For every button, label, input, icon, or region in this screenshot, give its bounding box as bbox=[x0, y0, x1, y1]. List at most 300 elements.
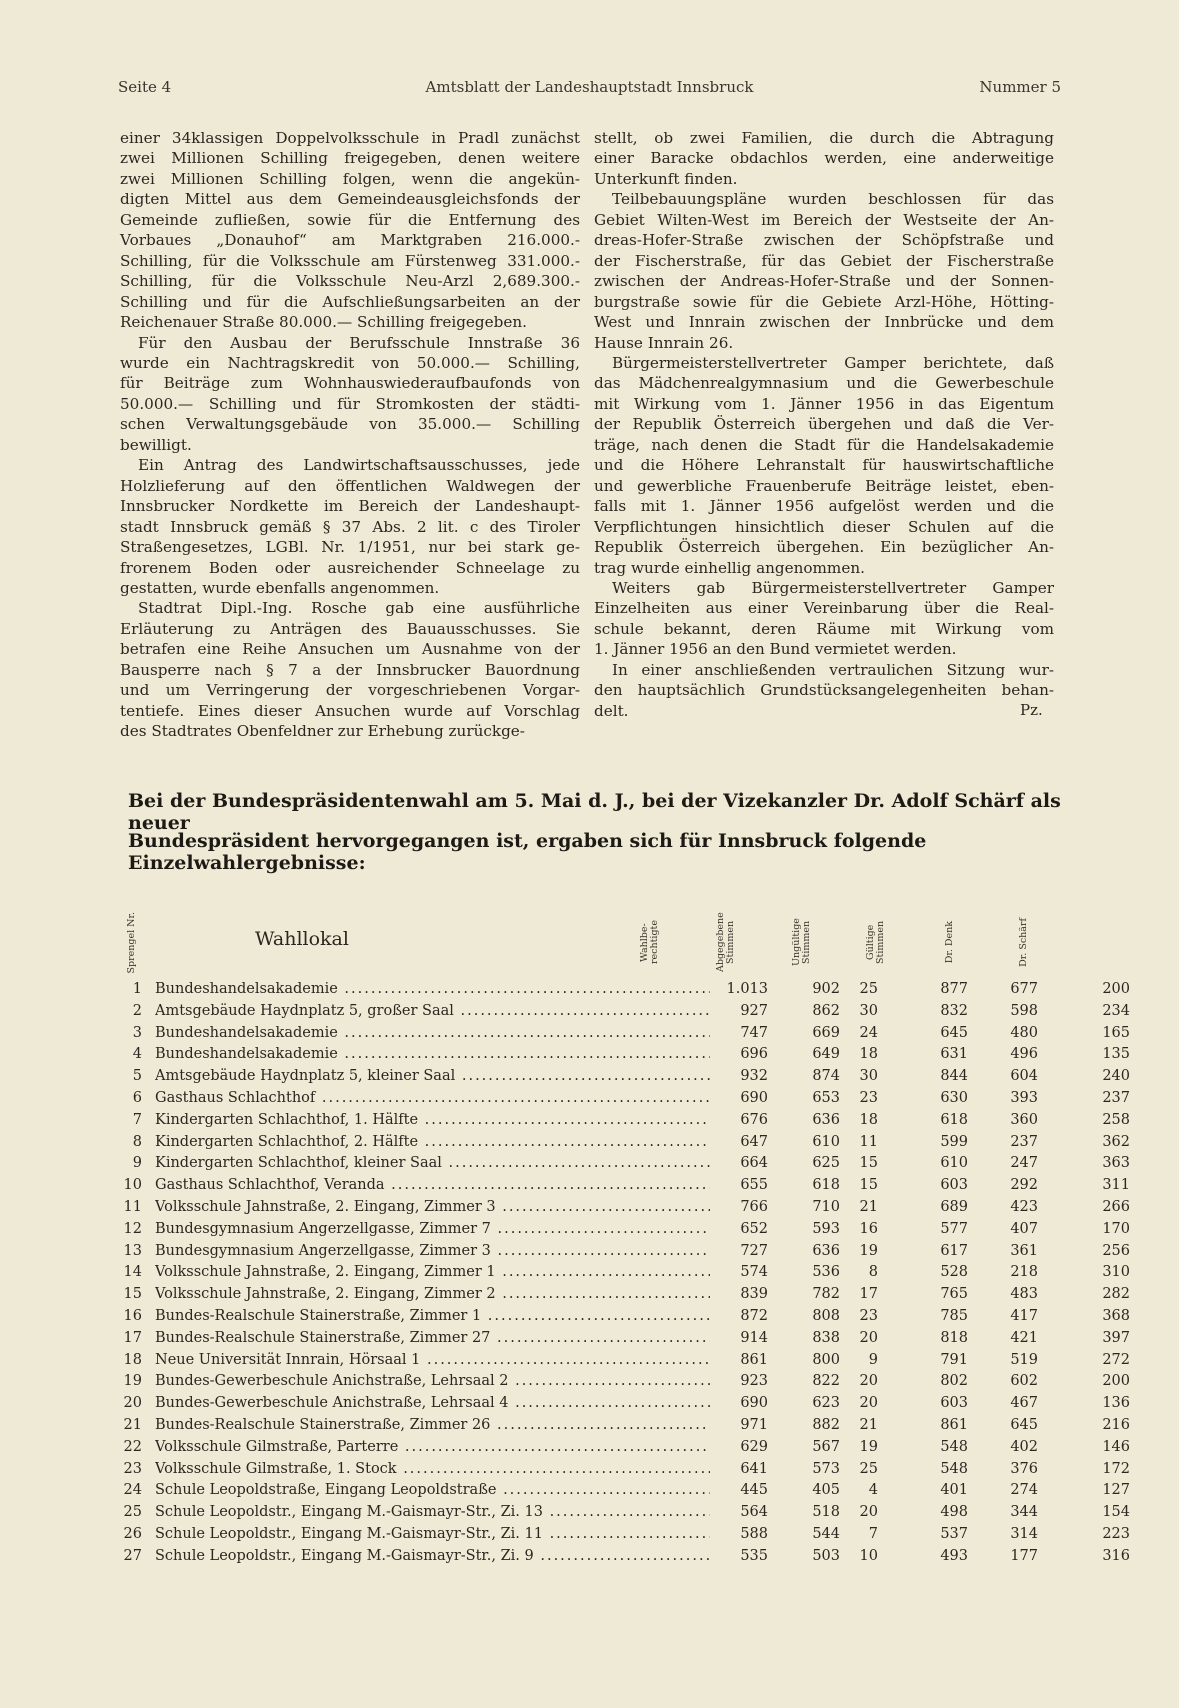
valid-votes: 617 bbox=[940, 1242, 968, 1259]
table-row bbox=[100, 1087, 1130, 1109]
text-line: Vorbaues „Donauhof“ am Marktgraben 216.000.- bbox=[120, 231, 580, 250]
votes-cast: 653 bbox=[812, 1090, 840, 1106]
invalid-votes: 24 bbox=[859, 1024, 878, 1041]
valid-votes: 631 bbox=[940, 1046, 968, 1063]
header-wahllokal: Wahllokal bbox=[255, 928, 349, 950]
text-line: einer Baracke obdachlos werden, eine anderweitige bbox=[594, 149, 1054, 168]
results-title-line-2: Bundespräsident hervorgegangen ist, ergaben sich für Innsbruck folgende Einzelwahlergebnisse: bbox=[128, 830, 927, 874]
sprengel-number: 9 bbox=[132, 1155, 142, 1172]
eligible-voters: 932 bbox=[740, 1068, 768, 1085]
table-row bbox=[100, 1370, 1130, 1392]
schaerf-votes: 282 bbox=[1102, 1286, 1130, 1303]
table-row bbox=[100, 1065, 1130, 1087]
votes-cast: 649 bbox=[812, 1046, 840, 1063]
text-line: wurde ein Nachtragskredit von 50.000.— Schilling, bbox=[120, 353, 580, 372]
sprengel-number: 3 bbox=[132, 1024, 142, 1041]
text-line: Hause Innrain 26. bbox=[594, 333, 734, 352]
denk-votes: 376 bbox=[1010, 1460, 1038, 1477]
schaerf-votes: 146 bbox=[1102, 1438, 1130, 1455]
table-row bbox=[100, 1327, 1130, 1349]
text-line: mit Wirkung vom 1. Jänner 1956 in das Eigentum bbox=[594, 394, 1054, 413]
text-line: Republik Österreich übergehen. Ein bezüglicher An- bbox=[594, 538, 1054, 557]
valid-votes: 610 bbox=[940, 1155, 968, 1172]
votes-cast: 573 bbox=[812, 1460, 840, 1477]
denk-votes: 645 bbox=[1010, 1417, 1038, 1433]
denk-votes: 393 bbox=[1010, 1090, 1038, 1106]
eligible-voters: 839 bbox=[740, 1286, 768, 1303]
text-line: schen Verwaltungsgebäude von 35.000.— Schilling bbox=[120, 415, 580, 434]
sprengel-number: 7 bbox=[132, 1111, 142, 1128]
denk-votes: 360 bbox=[1010, 1111, 1038, 1128]
eligible-voters: 872 bbox=[740, 1308, 768, 1324]
text-line: gestatten, wurde ebenfalls angenommen. bbox=[120, 578, 440, 597]
text-line: träge, nach denen die Stadt für die Handelsakademie bbox=[594, 435, 1054, 454]
table-row bbox=[100, 1501, 1130, 1523]
denk-votes: 407 bbox=[1010, 1220, 1038, 1237]
valid-votes: 689 bbox=[940, 1199, 968, 1215]
text-line: Bürgermeisterstellvertreter Gamper berichtete, daß bbox=[612, 353, 1054, 372]
table-row bbox=[100, 1261, 1130, 1283]
polling-station: Bundesgymnasium Angerzellgasse, Zimmer 7 ..... bbox=[155, 1218, 710, 1240]
denk-votes: 237 bbox=[1010, 1133, 1038, 1150]
sprengel-number: 8 bbox=[132, 1133, 142, 1150]
polling-station: Kindergarten Schlachthof, 2. Hälfte ..... bbox=[155, 1131, 710, 1153]
invalid-votes: 17 bbox=[859, 1286, 878, 1303]
table-row bbox=[100, 1349, 1130, 1371]
publication-title: Amtsblatt der Landeshauptstadt Innsbruck bbox=[425, 78, 754, 96]
invalid-votes: 19 bbox=[859, 1242, 878, 1259]
valid-votes: 630 bbox=[940, 1090, 968, 1106]
schaerf-votes: 237 bbox=[1102, 1090, 1130, 1106]
text-line: Schilling, für die Volksschule Neu-Arzl 2,689.300.- bbox=[120, 272, 580, 291]
invalid-votes: 16 bbox=[859, 1220, 878, 1237]
votes-cast: 874 bbox=[812, 1068, 840, 1085]
header-eligible: Wahlbe- rechtigte bbox=[639, 920, 660, 965]
text-line: tentiefe. Eines dieser Ansuchen wurde auf Vorschlag bbox=[120, 701, 580, 720]
eligible-voters: 696 bbox=[740, 1046, 768, 1063]
sprengel-number: 18 bbox=[123, 1351, 142, 1368]
sprengel-number: 21 bbox=[123, 1417, 142, 1433]
text-line: zwei Millionen Schilling folgen, wenn die angekün- bbox=[120, 169, 580, 188]
denk-votes: 218 bbox=[1010, 1264, 1038, 1281]
table-row bbox=[100, 1283, 1130, 1305]
valid-votes: 877 bbox=[940, 981, 968, 997]
valid-votes: 785 bbox=[940, 1308, 968, 1324]
table-row bbox=[100, 1043, 1130, 1065]
invalid-votes: 30 bbox=[859, 1002, 878, 1019]
denk-votes: 402 bbox=[1010, 1438, 1038, 1455]
table-row bbox=[100, 1152, 1130, 1174]
eligible-voters: 676 bbox=[740, 1111, 768, 1128]
text-line: stellt, ob zwei Familien, die durch die Abtragung bbox=[594, 129, 1054, 147]
votes-cast: 623 bbox=[812, 1395, 840, 1412]
denk-votes: 274 bbox=[1010, 1482, 1038, 1499]
polling-station: Amtsgebäude Haydnplatz 5, großer Saal ..... bbox=[155, 1000, 710, 1022]
table-row bbox=[100, 1109, 1130, 1131]
text-line: dreas-Hofer-Straße zwischen der Schöpfstraße und bbox=[594, 231, 1054, 250]
text-line: zwei Millionen Schilling freigegeben, denen weitere bbox=[120, 149, 580, 168]
invalid-votes: 8 bbox=[868, 1264, 878, 1281]
schaerf-votes: 310 bbox=[1102, 1264, 1130, 1281]
votes-cast: 902 bbox=[812, 981, 840, 997]
votes-cast: 518 bbox=[812, 1504, 840, 1521]
schaerf-votes: 200 bbox=[1102, 1373, 1130, 1390]
text-line: einer 34klassigen Doppelvolksschule in Pradl zunächst bbox=[120, 129, 580, 147]
polling-station: Bundesgymnasium Angerzellgasse, Zimmer 3 ..... bbox=[155, 1240, 710, 1262]
text-line: Stadtrat Dipl.-Ing. Rosche gab eine ausführliche bbox=[138, 599, 580, 618]
text-line: digten Mittel aus dem Gemeindeausgleichsfonds der bbox=[120, 190, 580, 209]
eligible-voters: 971 bbox=[740, 1417, 768, 1433]
schaerf-votes: 363 bbox=[1102, 1155, 1130, 1172]
sprengel-number: 4 bbox=[132, 1046, 142, 1063]
valid-votes: 603 bbox=[940, 1395, 968, 1412]
valid-votes: 844 bbox=[940, 1068, 968, 1085]
votes-cast: 544 bbox=[812, 1526, 840, 1542]
sprengel-number: 22 bbox=[123, 1438, 142, 1455]
votes-cast: 808 bbox=[812, 1308, 840, 1324]
invalid-votes: 21 bbox=[859, 1199, 878, 1215]
text-line: Teilbebauungspläne wurden beschlossen für das bbox=[612, 190, 1054, 209]
votes-cast: 838 bbox=[812, 1329, 840, 1346]
invalid-votes: 30 bbox=[859, 1068, 878, 1085]
invalid-votes: 15 bbox=[859, 1177, 878, 1194]
valid-votes: 528 bbox=[940, 1264, 968, 1281]
sprengel-number: 13 bbox=[123, 1242, 142, 1259]
polling-station: Schule Leopoldstr., Eingang M.-Gaismayr-Str., Zi. 11 ..... bbox=[155, 1523, 710, 1545]
denk-votes: 602 bbox=[1010, 1373, 1038, 1390]
votes-cast: 710 bbox=[812, 1199, 840, 1215]
text-line: Schilling und für die Aufschließungsarbeiten an der bbox=[120, 292, 580, 311]
invalid-votes: 9 bbox=[868, 1351, 878, 1368]
schaerf-votes: 223 bbox=[1102, 1526, 1130, 1542]
invalid-votes: 18 bbox=[859, 1046, 878, 1063]
votes-cast: 625 bbox=[812, 1155, 840, 1172]
schaerf-votes: 154 bbox=[1102, 1504, 1130, 1521]
text-line: frorenem Boden oder ausreichender Schneelage zu bbox=[120, 558, 580, 577]
invalid-votes: 25 bbox=[859, 981, 878, 997]
votes-cast: 862 bbox=[812, 1002, 840, 1019]
votes-cast: 618 bbox=[812, 1177, 840, 1194]
valid-votes: 599 bbox=[940, 1133, 968, 1150]
text-line: des Stadtrates Obenfeldner zur Erhebung zurückge- bbox=[120, 722, 525, 741]
votes-cast: 636 bbox=[812, 1111, 840, 1128]
schaerf-votes: 362 bbox=[1102, 1133, 1130, 1150]
eligible-voters: 664 bbox=[740, 1155, 768, 1172]
denk-votes: 604 bbox=[1010, 1068, 1038, 1085]
sprengel-number: 12 bbox=[123, 1220, 142, 1237]
schaerf-votes: 234 bbox=[1102, 1002, 1130, 1019]
text-line: 1. Jänner 1956 an den Bund vermietet werden. bbox=[594, 640, 957, 659]
sprengel-number: 17 bbox=[123, 1329, 142, 1346]
text-line: delt. bbox=[594, 701, 629, 720]
sprengel-number: 2 bbox=[132, 1002, 142, 1019]
eligible-voters: 652 bbox=[740, 1220, 768, 1237]
eligible-voters: 588 bbox=[740, 1526, 768, 1542]
table-row bbox=[100, 1305, 1130, 1327]
denk-votes: 467 bbox=[1010, 1395, 1038, 1412]
schaerf-votes: 170 bbox=[1102, 1220, 1130, 1237]
text-line: Straßengesetzes, LGBl. Nr. 1/1951, nur bei stark ge- bbox=[120, 538, 580, 557]
votes-cast: 800 bbox=[812, 1351, 840, 1368]
denk-votes: 344 bbox=[1010, 1504, 1038, 1521]
invalid-votes: 21 bbox=[859, 1417, 878, 1433]
votes-cast: 669 bbox=[812, 1024, 840, 1041]
denk-votes: 361 bbox=[1010, 1242, 1038, 1259]
eligible-voters: 747 bbox=[740, 1024, 768, 1041]
table-row bbox=[100, 1218, 1130, 1240]
table-row bbox=[100, 1414, 1130, 1436]
polling-station: Bundeshandelsakademie ..... bbox=[155, 1022, 710, 1044]
text-line: und um Verringerung der vorgeschriebenen Vorgar- bbox=[120, 681, 580, 700]
polling-station: Bundes-Realschule Stainerstraße, Zimmer 27 ..... bbox=[155, 1327, 710, 1349]
schaerf-votes: 258 bbox=[1102, 1111, 1130, 1128]
table-row bbox=[100, 978, 1130, 1000]
polling-station: Bundes-Realschule Stainerstraße, Zimmer 26 ..... bbox=[155, 1414, 710, 1436]
votes-cast: 405 bbox=[812, 1482, 840, 1499]
eligible-voters: 629 bbox=[740, 1438, 768, 1455]
text-line: bewilligt. bbox=[120, 435, 192, 454]
valid-votes: 802 bbox=[940, 1373, 968, 1390]
text-line: Innsbrucker Nordkette im Bereich der Landeshaupt- bbox=[120, 497, 580, 516]
table-row bbox=[100, 1240, 1130, 1262]
valid-votes: 645 bbox=[940, 1024, 968, 1041]
polling-station: Volksschule Jahnstraße, 2. Eingang, Zimmer 3 ..... bbox=[155, 1196, 710, 1218]
sprengel-number: 1 bbox=[132, 981, 142, 997]
schaerf-votes: 240 bbox=[1102, 1068, 1130, 1085]
invalid-votes: 20 bbox=[859, 1373, 878, 1390]
table-row bbox=[100, 1000, 1130, 1022]
text-line: für Beiträge zum Wohnhauswiederaufbaufonds von bbox=[120, 374, 580, 393]
polling-station: Schule Leopoldstraße, Eingang Leopoldstraße ..... bbox=[155, 1479, 710, 1501]
eligible-voters: 641 bbox=[740, 1460, 768, 1477]
eligible-voters: 1.013 bbox=[726, 981, 768, 997]
votes-cast: 610 bbox=[812, 1133, 840, 1150]
denk-votes: 423 bbox=[1010, 1199, 1038, 1215]
denk-votes: 421 bbox=[1010, 1329, 1038, 1346]
schaerf-votes: 165 bbox=[1102, 1024, 1130, 1041]
denk-votes: 519 bbox=[1010, 1351, 1038, 1368]
votes-cast: 593 bbox=[812, 1220, 840, 1237]
text-line: trag wurde einhellig angenommen. bbox=[594, 558, 865, 577]
eligible-voters: 690 bbox=[740, 1090, 768, 1106]
left-text-column bbox=[120, 128, 580, 742]
denk-votes: 677 bbox=[1010, 981, 1038, 997]
polling-station: Bundes-Realschule Stainerstraße, Zimmer 1 ..... bbox=[155, 1305, 710, 1327]
valid-votes: 401 bbox=[940, 1482, 968, 1499]
invalid-votes: 23 bbox=[859, 1308, 878, 1324]
header-invalid: Ungültige Stimmen bbox=[791, 918, 812, 967]
text-line: Holzlieferung auf den öffentlichen Waldwegen der bbox=[120, 476, 580, 495]
valid-votes: 537 bbox=[940, 1526, 968, 1542]
denk-votes: 177 bbox=[1010, 1547, 1038, 1564]
eligible-voters: 766 bbox=[740, 1199, 768, 1215]
invalid-votes: 15 bbox=[859, 1155, 878, 1172]
valid-votes: 618 bbox=[940, 1111, 968, 1128]
valid-votes: 765 bbox=[940, 1286, 968, 1303]
eligible-voters: 647 bbox=[740, 1133, 768, 1150]
denk-votes: 496 bbox=[1010, 1046, 1038, 1063]
schaerf-votes: 316 bbox=[1102, 1547, 1130, 1564]
votes-cast: 503 bbox=[812, 1547, 840, 1564]
results-title-line-1: Bei der Bundespräsidentenwahl am 5. Mai d. J., bei der Vizekanzler Dr. Adolf Schärf als neuer bbox=[128, 790, 1061, 834]
invalid-votes: 19 bbox=[859, 1438, 878, 1455]
sprengel-number: 14 bbox=[123, 1264, 142, 1281]
schaerf-votes: 397 bbox=[1102, 1329, 1130, 1346]
invalid-votes: 18 bbox=[859, 1111, 878, 1128]
text-line: Weiters gab Bürgermeisterstellvertreter Gamper bbox=[612, 578, 1054, 597]
valid-votes: 861 bbox=[940, 1417, 968, 1433]
polling-station: Volksschule Jahnstraße, 2. Eingang, Zimmer 2 ..... bbox=[155, 1283, 710, 1305]
sprengel-number: 15 bbox=[123, 1286, 142, 1303]
denk-votes: 247 bbox=[1010, 1155, 1038, 1172]
eligible-voters: 535 bbox=[740, 1547, 768, 1564]
text-line: Unterkunft finden. bbox=[594, 169, 738, 188]
valid-votes: 818 bbox=[940, 1329, 968, 1346]
text-line: 50.000.— Schilling und für Stromkosten der städti- bbox=[120, 394, 580, 413]
eligible-voters: 727 bbox=[740, 1242, 768, 1259]
valid-votes: 603 bbox=[940, 1177, 968, 1194]
header-denk: Dr. Denk bbox=[944, 921, 955, 964]
text-line: burgstraße sowie für die Gebiete Arzl-Höhe, Hötting- bbox=[594, 292, 1054, 311]
valid-votes: 832 bbox=[940, 1002, 968, 1019]
valid-votes: 493 bbox=[940, 1547, 968, 1564]
text-line: In einer anschließenden vertraulichen Sitzung wur- bbox=[612, 660, 1054, 679]
eligible-voters: 861 bbox=[740, 1351, 768, 1368]
schaerf-votes: 272 bbox=[1102, 1351, 1130, 1368]
text-line: und die Höhere Lehranstalt für hauswirtschaftliche bbox=[594, 456, 1054, 475]
eligible-voters: 927 bbox=[740, 1002, 768, 1019]
schaerf-votes: 127 bbox=[1102, 1482, 1130, 1499]
denk-votes: 292 bbox=[1010, 1177, 1038, 1194]
schaerf-votes: 200 bbox=[1102, 981, 1130, 997]
denk-votes: 417 bbox=[1010, 1308, 1038, 1324]
votes-cast: 822 bbox=[812, 1373, 840, 1390]
sprengel-number: 23 bbox=[123, 1460, 142, 1477]
schaerf-votes: 311 bbox=[1102, 1177, 1130, 1194]
text-line: den hauptsächlich Grundstücksangelegenheiten behan- bbox=[594, 681, 1054, 700]
table-row bbox=[100, 1436, 1130, 1458]
sprengel-number: 24 bbox=[123, 1482, 142, 1499]
text-line: Reichenauer Straße 80.000.— Schilling freigegeben. bbox=[120, 313, 527, 332]
text-line: Schilling, für die Volksschule am Fürstenweg 331.000.- bbox=[120, 251, 580, 270]
schaerf-votes: 266 bbox=[1102, 1199, 1130, 1215]
eligible-voters: 690 bbox=[740, 1395, 768, 1412]
sprengel-number: 25 bbox=[123, 1504, 142, 1521]
denk-votes: 480 bbox=[1010, 1024, 1038, 1041]
valid-votes: 577 bbox=[940, 1220, 968, 1237]
sprengel-number: 11 bbox=[123, 1199, 142, 1215]
text-line: betrafen eine Reihe Ansuchen um Ausnahme von der bbox=[120, 640, 580, 659]
votes-cast: 536 bbox=[812, 1264, 840, 1281]
sprengel-number: 16 bbox=[123, 1308, 142, 1324]
text-line: Für den Ausbau der Berufsschule Innstraße 36 bbox=[138, 333, 580, 352]
schaerf-votes: 256 bbox=[1102, 1242, 1130, 1259]
polling-station: Gasthaus Schlachthof ..... bbox=[155, 1087, 710, 1109]
table-row bbox=[100, 1545, 1130, 1567]
polling-station: Volksschule Gilmstraße, Parterre ..... bbox=[155, 1436, 710, 1458]
text-line: und gewerbliche Frauenberufe Beiträge leistet, eben- bbox=[594, 476, 1054, 495]
page-number: Seite 4 bbox=[118, 78, 172, 96]
text-line: der Fischerstraße, für das Gebiet der Fischerstraße bbox=[594, 251, 1054, 270]
text-line: Verpflichtungen hinsichtlich dieser Schulen auf die bbox=[594, 517, 1054, 536]
table-row bbox=[100, 1022, 1130, 1044]
header-cast: Abgegebene Stimmen bbox=[715, 912, 736, 973]
text-line: stadt Innsbruck gemäß § 37 Abs. 2 lit. c des Tiroler bbox=[120, 517, 580, 536]
text-line: Ein Antrag des Landwirtschaftsausschusses, jede bbox=[138, 456, 580, 475]
eligible-voters: 655 bbox=[740, 1177, 768, 1194]
author-signature: Pz. bbox=[1020, 701, 1043, 719]
schaerf-votes: 136 bbox=[1102, 1395, 1130, 1412]
invalid-votes: 20 bbox=[859, 1395, 878, 1412]
text-line: Bausperre nach § 7 a der Innsbrucker Bauordnung bbox=[120, 660, 580, 679]
polling-station: Kindergarten Schlachthof, kleiner Saal ..... bbox=[155, 1152, 710, 1174]
polling-station: Bundeshandelsakademie ..... bbox=[155, 1043, 710, 1065]
eligible-voters: 574 bbox=[740, 1264, 768, 1281]
text-line: der Republik Österreich übergehen und daß die Ver- bbox=[594, 415, 1054, 434]
text-line: West und Innrain zwischen der Innbrücke und dem bbox=[594, 313, 1054, 332]
invalid-votes: 11 bbox=[859, 1133, 878, 1150]
right-text-column bbox=[594, 128, 1054, 721]
votes-cast: 882 bbox=[812, 1417, 840, 1433]
invalid-votes: 4 bbox=[868, 1482, 878, 1499]
table-row bbox=[100, 1392, 1130, 1414]
table-row bbox=[100, 1131, 1130, 1153]
polling-station: Volksschule Jahnstraße, 2. Eingang, Zimmer 1 ..... bbox=[155, 1261, 710, 1283]
eligible-voters: 445 bbox=[740, 1482, 768, 1499]
header-sprengel-nr: Sprengel Nr. bbox=[126, 911, 137, 974]
sprengel-number: 19 bbox=[123, 1373, 142, 1390]
invalid-votes: 23 bbox=[859, 1090, 878, 1106]
sprengel-number: 6 bbox=[132, 1090, 142, 1106]
text-line: zwischen der Andreas-Hofer-Straße und der Sonnen- bbox=[594, 272, 1054, 291]
schaerf-votes: 172 bbox=[1102, 1460, 1130, 1477]
polling-station: Bundes-Gewerbeschule Anichstraße, Lehrsaal 2 ..... bbox=[155, 1370, 710, 1392]
table-row bbox=[100, 1479, 1130, 1501]
sprengel-number: 20 bbox=[123, 1395, 142, 1412]
sprengel-number: 27 bbox=[123, 1547, 142, 1564]
invalid-votes: 25 bbox=[859, 1460, 878, 1477]
eligible-voters: 923 bbox=[740, 1373, 768, 1390]
denk-votes: 598 bbox=[1010, 1002, 1038, 1019]
polling-station: Amtsgebäude Haydnplatz 5, kleiner Saal ..... bbox=[155, 1065, 710, 1087]
sprengel-number: 10 bbox=[123, 1177, 142, 1194]
text-line: Gemeinde zufließen, sowie für die Entfernung des bbox=[120, 210, 580, 229]
valid-votes: 498 bbox=[940, 1504, 968, 1521]
table-row bbox=[100, 1196, 1130, 1218]
denk-votes: 483 bbox=[1010, 1286, 1038, 1303]
polling-station: Neue Universität Innrain, Hörsaal 1 ..... bbox=[155, 1349, 710, 1371]
eligible-voters: 564 bbox=[740, 1504, 768, 1521]
votes-cast: 782 bbox=[812, 1286, 840, 1303]
valid-votes: 548 bbox=[940, 1460, 968, 1477]
header-schaerf: Dr. Schärf bbox=[1018, 918, 1029, 967]
valid-votes: 791 bbox=[940, 1351, 968, 1368]
header-valid: Gültige Stimmen bbox=[865, 920, 886, 965]
table-row bbox=[100, 1458, 1130, 1480]
text-line: schule bekannt, deren Räume mit Wirkung vom bbox=[594, 619, 1054, 638]
text-line: falls mit 1. Jänner 1956 aufgelöst werden und die bbox=[594, 497, 1054, 516]
eligible-voters: 914 bbox=[740, 1329, 768, 1346]
polling-station: Bundeshandelsakademie ..... bbox=[155, 978, 710, 1000]
table-row bbox=[100, 1523, 1130, 1545]
issue-number: Nummer 5 bbox=[979, 78, 1061, 96]
polling-station: Schule Leopoldstr., Eingang M.-Gaismayr-Str., Zi. 13 ..... bbox=[155, 1501, 710, 1523]
schaerf-votes: 216 bbox=[1102, 1417, 1130, 1433]
votes-cast: 567 bbox=[812, 1438, 840, 1455]
invalid-votes: 7 bbox=[868, 1526, 878, 1542]
text-line: Einzelheiten aus einer Vereinbarung über die Real- bbox=[594, 599, 1054, 618]
sprengel-number: 5 bbox=[132, 1068, 142, 1085]
